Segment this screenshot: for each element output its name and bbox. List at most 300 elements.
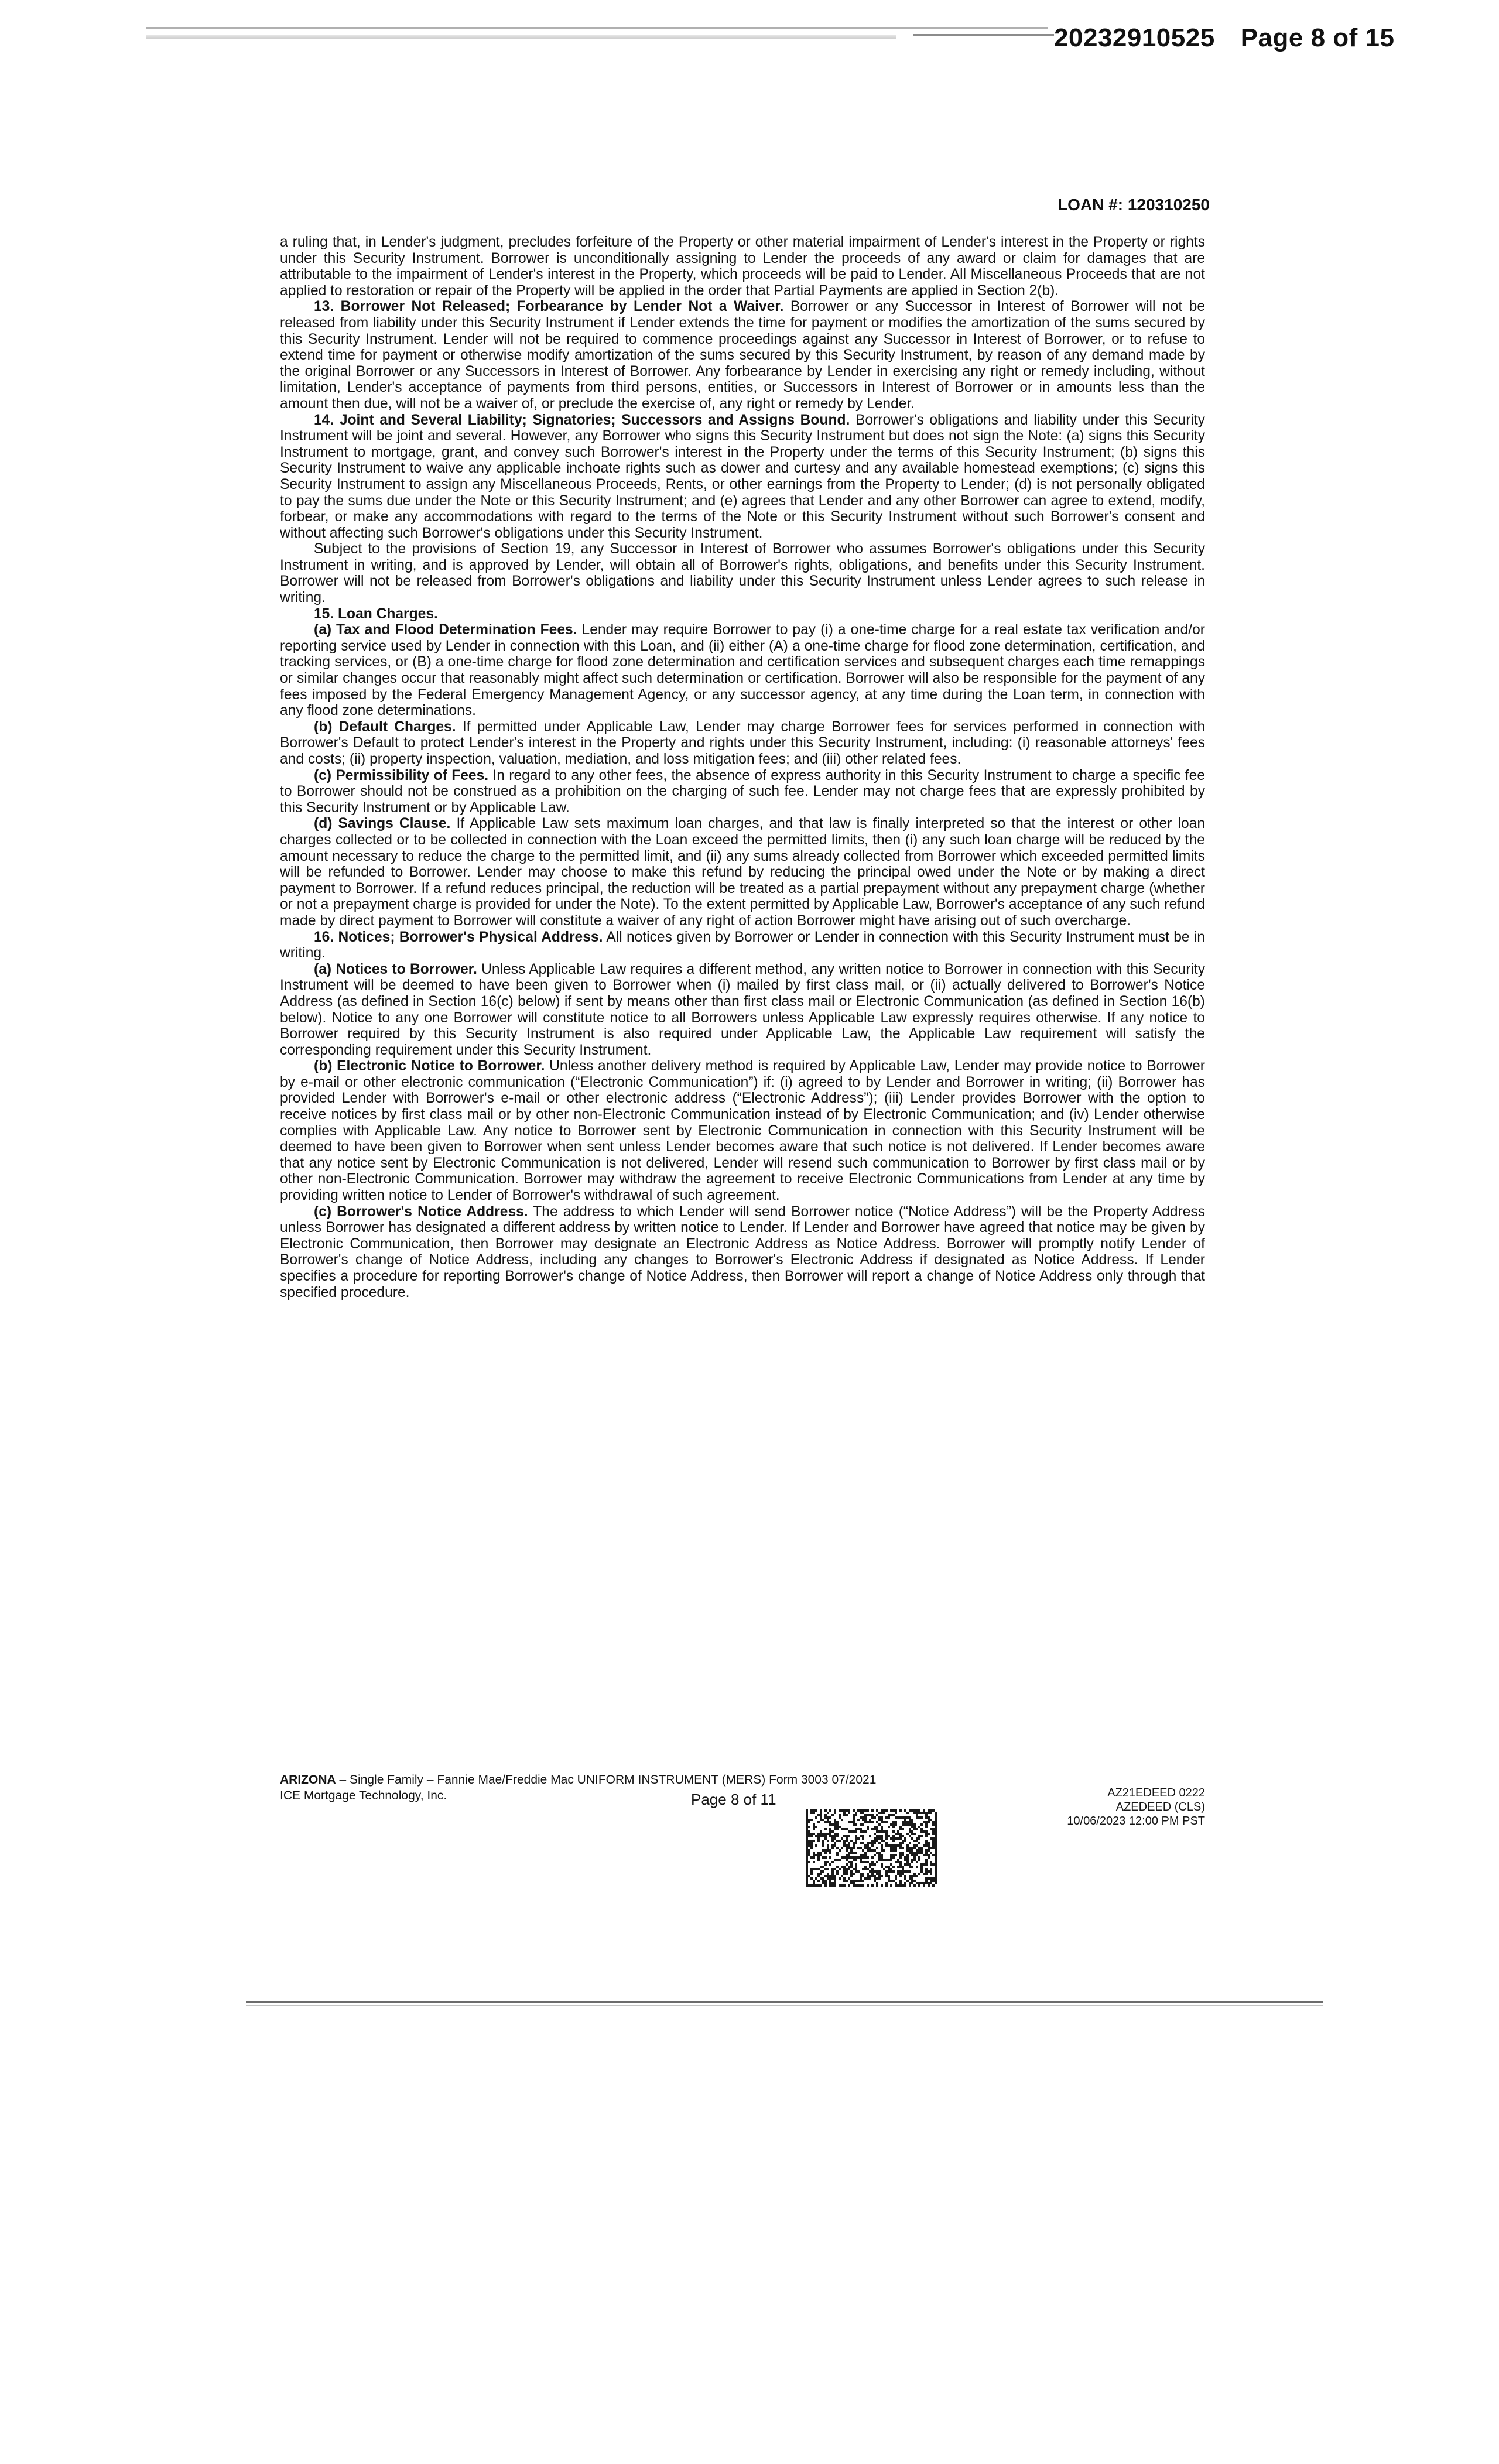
paragraph-text: a ruling that, in Lender's judgment, precludes forfeiture of the Property or other material impairment of Lender's interest in the Property or rights under this Security Instrument. Borrower is unconditionally assigning to Lender the proceeds of any award or claim for damages that are attributable to the impairment of Lender's interest in the Property, which proceeds will be paid to Lender. All Miscellaneous Proceeds that are not applied to restoration or repair of the Property will be applied in the order that Partial Payments are applied in Section 2(b). [280, 234, 1205, 299]
recording-page-label: Page 8 of 15 [1240, 23, 1395, 52]
barcode-cell [890, 1823, 892, 1826]
barcode-cell [904, 1856, 906, 1859]
barcode-cell [831, 1868, 834, 1870]
barcode-cell [850, 1863, 853, 1866]
barcode-cell [831, 1837, 834, 1840]
barcode-cell [834, 1875, 836, 1877]
barcode-cell [846, 1880, 848, 1882]
barcode-cell [846, 1814, 848, 1816]
barcode-cell [874, 1842, 876, 1844]
barcode-cell [885, 1866, 888, 1868]
barcode-cell [810, 1847, 813, 1849]
barcode-cell [862, 1854, 864, 1856]
barcode-cell [913, 1875, 916, 1877]
section-heading: 16. Notices; Borrower's Physical Address. [314, 929, 603, 945]
barcode-cell [855, 1823, 857, 1826]
barcode-cell [867, 1875, 869, 1877]
barcode-cell [853, 1823, 855, 1826]
barcode-cell [831, 1873, 834, 1875]
barcode-cell [913, 1856, 916, 1859]
barcode-cell [885, 1816, 888, 1819]
barcode-cell [836, 1859, 839, 1861]
barcode-cell [834, 1823, 836, 1826]
barcode-cell [885, 1821, 888, 1823]
barcode-cell [853, 1859, 855, 1861]
barcode-cell [932, 1854, 935, 1856]
document-paragraph [280, 719, 1205, 768]
barcode-cell [913, 1823, 916, 1826]
barcode-cell [857, 1819, 860, 1821]
barcode-cell [911, 1854, 913, 1856]
barcode-cell [895, 1821, 897, 1823]
barcode-cell [881, 1816, 883, 1819]
section-heading: (d) Savings Clause. [314, 816, 451, 832]
barcode-cell [831, 1884, 834, 1887]
barcode-cell [867, 1814, 869, 1816]
barcode-cell [820, 1816, 822, 1819]
barcode-cell [860, 1859, 862, 1861]
barcode-cell [810, 1842, 813, 1844]
barcode-cell [916, 1849, 918, 1852]
barcode-cell [888, 1870, 890, 1873]
paragraph-text: In regard to any other fees, the absence of express authority in this Security Instrument to charge a specific fee to Borrower should not be construed as a prohibition on the charging of such fee. Lender may not charge fees that are expressly prohibited by this Security Instrument or by Applicable Law. [280, 767, 1205, 816]
barcode-cell [862, 1819, 864, 1821]
barcode-cell [853, 1819, 855, 1821]
barcode-cell [928, 1882, 930, 1884]
barcode-cell [904, 1882, 906, 1884]
barcode-cell [822, 1849, 824, 1852]
barcode-cell [860, 1823, 862, 1826]
barcode-cell [876, 1837, 878, 1840]
barcode-cell [860, 1830, 862, 1833]
barcode-cell [824, 1856, 827, 1859]
document-paragraph [280, 1058, 1205, 1203]
barcode-cell [843, 1870, 846, 1873]
barcode-cell [822, 1835, 824, 1837]
barcode-cell [904, 1870, 906, 1873]
barcode-cell [843, 1809, 846, 1812]
barcode-cell [806, 1880, 808, 1882]
barcode-cell [923, 1821, 925, 1823]
barcode-cell [822, 1870, 824, 1873]
barcode-cell [839, 1826, 841, 1828]
barcode-cell [899, 1870, 902, 1873]
barcode-cell [923, 1863, 925, 1866]
barcode-cell [909, 1828, 911, 1830]
barcode-cell [867, 1856, 869, 1859]
barcode-cell [857, 1856, 860, 1859]
barcode-cell [878, 1830, 881, 1833]
form-code-cls: AZEDEED (CLS) [1115, 1801, 1205, 1813]
barcode-cell [867, 1842, 869, 1844]
barcode-cell [843, 1844, 846, 1847]
barcode-cell [923, 1884, 925, 1887]
barcode-cell [878, 1842, 881, 1844]
barcode-cell [930, 1812, 932, 1814]
barcode-cell [848, 1856, 850, 1859]
barcode-cell [920, 1823, 923, 1826]
barcode-cell [928, 1821, 930, 1823]
barcode-cell [820, 1819, 822, 1821]
barcode-cell [883, 1809, 885, 1812]
barcode-cell [930, 1863, 932, 1866]
barcode-cell [925, 1816, 928, 1819]
barcode-cell [892, 1870, 895, 1873]
barcode-cell [911, 1849, 913, 1852]
barcode-cell [899, 1835, 902, 1837]
barcode-cell [850, 1856, 853, 1859]
barcode-cell [850, 1852, 853, 1854]
barcode-cell [890, 1856, 892, 1859]
barcode-cell [869, 1819, 871, 1821]
barcode-cell [827, 1873, 829, 1875]
barcode-cell [920, 1868, 923, 1870]
form-codes [1025, 1786, 1205, 1828]
barcode-cell [874, 1863, 876, 1866]
barcode-cell [871, 1861, 874, 1863]
barcode-cell [855, 1852, 857, 1854]
form-publisher: ICE Mortgage Technology, Inc. [280, 1789, 447, 1802]
barcode-cell [836, 1835, 839, 1837]
barcode-cell [923, 1809, 925, 1812]
barcode-cell [909, 1821, 911, 1823]
barcode-cell [867, 1826, 869, 1828]
barcode-cell [857, 1847, 860, 1849]
barcode-cell [913, 1880, 916, 1882]
barcode-cell [902, 1868, 904, 1870]
barcode-cell [850, 1830, 853, 1833]
barcode-cell [890, 1854, 892, 1856]
barcode-cell [876, 1826, 878, 1828]
barcode-cell [806, 1826, 808, 1828]
barcode-cell [925, 1849, 928, 1852]
barcode-cell [824, 1868, 827, 1870]
barcode-cell [864, 1830, 867, 1833]
barcode-cell [899, 1873, 902, 1875]
barcode-cell [930, 1852, 932, 1854]
barcode-cell [860, 1856, 862, 1859]
barcode-cell [806, 1847, 808, 1849]
barcode-cell [815, 1884, 817, 1887]
barcode-cell [913, 1884, 916, 1887]
section-heading: 15. Loan Charges. [314, 605, 438, 622]
barcode-cell [935, 1828, 937, 1830]
document-paragraph [280, 622, 1205, 719]
barcode-cell [916, 1828, 918, 1830]
barcode-cell [857, 1837, 860, 1840]
barcode-cell [829, 1882, 831, 1884]
barcode-cell [890, 1880, 892, 1882]
barcode-cell [850, 1861, 853, 1863]
barcode-cell [853, 1821, 855, 1823]
barcode-cell [829, 1816, 831, 1819]
barcode-cell [841, 1819, 843, 1821]
barcode-cell [876, 1884, 878, 1887]
barcode-cell [918, 1842, 920, 1844]
barcode-cell [876, 1809, 878, 1812]
barcode-cell [913, 1852, 916, 1854]
barcode-cell [834, 1868, 836, 1870]
barcode-cell [871, 1873, 874, 1875]
barcode-cell [850, 1870, 853, 1873]
barcode-cell [876, 1830, 878, 1833]
barcode-cell [881, 1837, 883, 1840]
barcode-cell [899, 1882, 902, 1884]
barcode-cell [925, 1882, 928, 1884]
barcode-cell [899, 1863, 902, 1866]
barcode-cell [920, 1847, 923, 1849]
barcode-cell [892, 1809, 895, 1812]
barcode-cell [869, 1849, 871, 1852]
barcode-cell [806, 1819, 808, 1821]
barcode-cell [834, 1835, 836, 1837]
barcode-cell [846, 1870, 848, 1873]
barcode-cell [824, 1821, 827, 1823]
barcode-cell [864, 1819, 867, 1821]
section-heading: (a) Notices to Borrower. [314, 961, 477, 977]
document-paragraph [280, 234, 1205, 299]
barcode-cell [822, 1840, 824, 1842]
barcode-cell [850, 1821, 853, 1823]
barcode-cell [878, 1823, 881, 1826]
barcode-cell [930, 1819, 932, 1821]
barcode-cell [810, 1833, 813, 1835]
barcode-cell [902, 1816, 904, 1819]
barcode-cell [935, 1847, 937, 1849]
barcode-cell [820, 1835, 822, 1837]
paragraph-text: Borrower's obligations and liability under this Security Instrument will be joint and several. However, any Borrower who signs this Security Instrument but does not sign the Note: (a) signs this Security Instrument to mortgage, grant, and convey such Borrower's interest in the Property under the terms of this Security Instrument; (b) signs this Security Instrument to waive any applicable inchoate rights such as dower and curtesy and any available homestead exemptions; (c) signs this Security Instrument to assign any Miscellaneous Proceeds, Rents, or other earnings from the Property to Lender; (d) is not personally obligated to pay the sums due under the Note or this Security Instrument; and (e) agrees that Lender and any other Borrower can agree to extend, modify, forbear, or make any accommodations with regard to the terms of the Note or this Security Instrument without such Borrower's consent and without affecting such Borrower's obligations under this Security Instrument. [280, 412, 1205, 541]
barcode-cell [913, 1826, 916, 1828]
barcode-cell [810, 1812, 813, 1814]
barcode-cell [897, 1884, 899, 1887]
barcode-cell [897, 1873, 899, 1875]
barcode-cell [836, 1854, 839, 1856]
barcode-cell [824, 1863, 827, 1866]
barcode-cell [930, 1873, 932, 1875]
barcode-cell [820, 1809, 822, 1812]
barcode-cell [822, 1819, 824, 1821]
barcode-cell [813, 1823, 815, 1826]
barcode-cell [906, 1844, 909, 1847]
barcode-cell [843, 1868, 846, 1870]
barcode-cell [843, 1812, 846, 1814]
barcode-cell [890, 1859, 892, 1861]
barcode-cell [916, 1882, 918, 1884]
barcode-cell [890, 1837, 892, 1840]
barcode-cell [925, 1840, 928, 1842]
barcode-cell [911, 1809, 913, 1812]
barcode-cell [839, 1840, 841, 1842]
barcode-cell [834, 1859, 836, 1861]
barcode-cell [806, 1809, 808, 1812]
barcode-cell [862, 1868, 864, 1870]
barcode-cell [928, 1856, 930, 1859]
barcode-cell [839, 1816, 841, 1819]
barcode-cell [932, 1809, 935, 1812]
barcode-cell [822, 1880, 824, 1882]
barcode-cell [831, 1861, 834, 1863]
barcode-cell [935, 1826, 937, 1828]
recording-number: 20232910525 [1054, 23, 1215, 52]
barcode-cell [831, 1840, 834, 1842]
paragraph-text: If Applicable Law sets maximum loan charges, and that law is finally interpreted so that the interest or other loan charges collected or to be collected in connection with the Loan exceed the permitted limits, then (i) any such loan charge will be reduced by the amount necessary to reduce the charge to the permitted limit, and (ii) any sums already collected from Borrower which exceeded permitted limits will be refunded to Borrower. Lender may choose to make this refund by reducing the principal owed under the Note or by making a direct payment to Borrower. If a refund reduces principal, the reduction will be treated as a partial prepayment without any prepayment charge (whether or not a prepayment charge is provided for under the Note). To the extent permitted by Applicable Law, Borrower's acceptance of any such refund made by direct payment to Borrower will constitute a waiver of any right of action Borrower might have arising out of such overcharge. [280, 816, 1205, 929]
barcode-cell [867, 1847, 869, 1849]
barcode-cell [820, 1866, 822, 1868]
barcode-cell [836, 1847, 839, 1849]
barcode-cell [909, 1830, 911, 1833]
barcode-cell [878, 1875, 881, 1877]
barcode-cell [923, 1873, 925, 1875]
barcode-cell [867, 1809, 869, 1812]
barcode-cell [827, 1821, 829, 1823]
barcode-cell [906, 1812, 909, 1814]
barcode-cell [824, 1809, 827, 1812]
barcode-cell [839, 1877, 841, 1880]
barcode-cell [834, 1809, 836, 1812]
barcode-cell [843, 1884, 846, 1887]
barcode-cell [895, 1875, 897, 1877]
barcode-cell [862, 1823, 864, 1826]
barcode-cell [827, 1833, 829, 1835]
barcode-cell [862, 1849, 864, 1852]
barcode-cell [918, 1859, 920, 1861]
barcode-cell [843, 1880, 846, 1882]
barcode-cell [860, 1809, 862, 1812]
document-body [280, 234, 1205, 1301]
barcode-cell [909, 1875, 911, 1877]
barcode-cell [918, 1884, 920, 1887]
barcode-cell [935, 1840, 937, 1842]
barcode-cell [834, 1844, 836, 1847]
barcode-cell [855, 1814, 857, 1816]
barcode-cell [848, 1821, 850, 1823]
document-paragraph [280, 606, 1205, 622]
barcode-cell [827, 1875, 829, 1877]
barcode-cell [925, 1859, 928, 1861]
document-paragraph [280, 412, 1205, 542]
barcode-cell [855, 1840, 857, 1842]
barcode-cell [824, 1837, 827, 1840]
barcode-cell [911, 1819, 913, 1821]
barcode-cell [892, 1823, 895, 1826]
recording-header [1054, 23, 1394, 53]
barcode-cell [883, 1868, 885, 1870]
barcode-cell [935, 1823, 937, 1826]
barcode-cell [839, 1814, 841, 1816]
barcode-cell [925, 1833, 928, 1835]
barcode-cell [815, 1844, 817, 1847]
barcode-cell [806, 1814, 808, 1816]
barcode-cell [918, 1837, 920, 1840]
barcode-cell [820, 1884, 822, 1887]
barcode-cell [831, 1882, 834, 1884]
barcode-cell [881, 1830, 883, 1833]
barcode-cell [871, 1856, 874, 1859]
barcode-cell [920, 1866, 923, 1868]
barcode-cell [895, 1849, 897, 1852]
barcode-cell [911, 1861, 913, 1863]
barcode-cell [822, 1844, 824, 1847]
barcode-cell [932, 1828, 935, 1830]
barcode-cell [909, 1849, 911, 1852]
barcode-cell [911, 1826, 913, 1828]
document-paragraph [280, 541, 1205, 605]
barcode-cell [876, 1814, 878, 1816]
barcode-cell [853, 1830, 855, 1833]
barcode-cell [855, 1884, 857, 1887]
barcode-cell [843, 1842, 846, 1844]
barcode-cell [899, 1847, 902, 1849]
barcode-cell [855, 1880, 857, 1882]
barcode-cell [810, 1856, 813, 1859]
barcode-cell [836, 1873, 839, 1875]
barcode-cell [874, 1828, 876, 1830]
barcode-cell [932, 1821, 935, 1823]
barcode-cell [827, 1849, 829, 1852]
barcode-cell [860, 1847, 862, 1849]
barcode-cell [925, 1854, 928, 1856]
barcode-cell [817, 1840, 820, 1842]
barcode-cell [871, 1809, 874, 1812]
barcode-cell [827, 1840, 829, 1842]
barcode-cell [935, 1812, 937, 1814]
barcode-cell [862, 1884, 864, 1887]
barcode-cell [930, 1877, 932, 1880]
barcode-cell [888, 1816, 890, 1819]
barcode-cell [836, 1866, 839, 1868]
barcode-cell [878, 1835, 881, 1837]
barcode-cell [829, 1880, 831, 1882]
barcode-cell [911, 1833, 913, 1835]
barcode-cell [902, 1870, 904, 1873]
barcode-cell [843, 1866, 846, 1868]
barcode-cell [836, 1870, 839, 1873]
barcode-cell [867, 1861, 869, 1863]
barcode-cell [925, 1844, 928, 1847]
barcode-cell [853, 1873, 855, 1875]
barcode-cell [846, 1849, 848, 1852]
barcode-cell [808, 1835, 810, 1837]
barcode-cell [916, 1875, 918, 1877]
barcode-cell [855, 1812, 857, 1814]
barcode-cell [923, 1882, 925, 1884]
barcode-cell [806, 1835, 808, 1837]
barcode-cell [876, 1870, 878, 1873]
barcode-cell [918, 1847, 920, 1849]
barcode-cell [911, 1859, 913, 1861]
form-description: – Single Family – Fannie Mae/Freddie Mac UNIFORM INSTRUMENT (MERS) Form 3003 07/2021 [336, 1773, 877, 1787]
barcode-cell [848, 1861, 850, 1863]
barcode-cell [834, 1882, 836, 1884]
barcode-cell [867, 1821, 869, 1823]
barcode-cell [806, 1859, 808, 1861]
barcode-cell [904, 1837, 906, 1840]
barcode-cell [906, 1863, 909, 1866]
barcode-cell [864, 1856, 867, 1859]
barcode-cell [925, 1873, 928, 1875]
barcode-cell [864, 1816, 867, 1819]
barcode-cell [824, 1875, 827, 1877]
barcode-cell [831, 1875, 834, 1877]
barcode-cell [808, 1861, 810, 1863]
barcode-cell [822, 1882, 824, 1884]
barcode-cell [916, 1861, 918, 1863]
barcode-cell [897, 1837, 899, 1840]
barcode-cell [928, 1812, 930, 1814]
barcode-cell [820, 1830, 822, 1833]
barcode-cell [913, 1844, 916, 1847]
barcode-cell [815, 1835, 817, 1837]
